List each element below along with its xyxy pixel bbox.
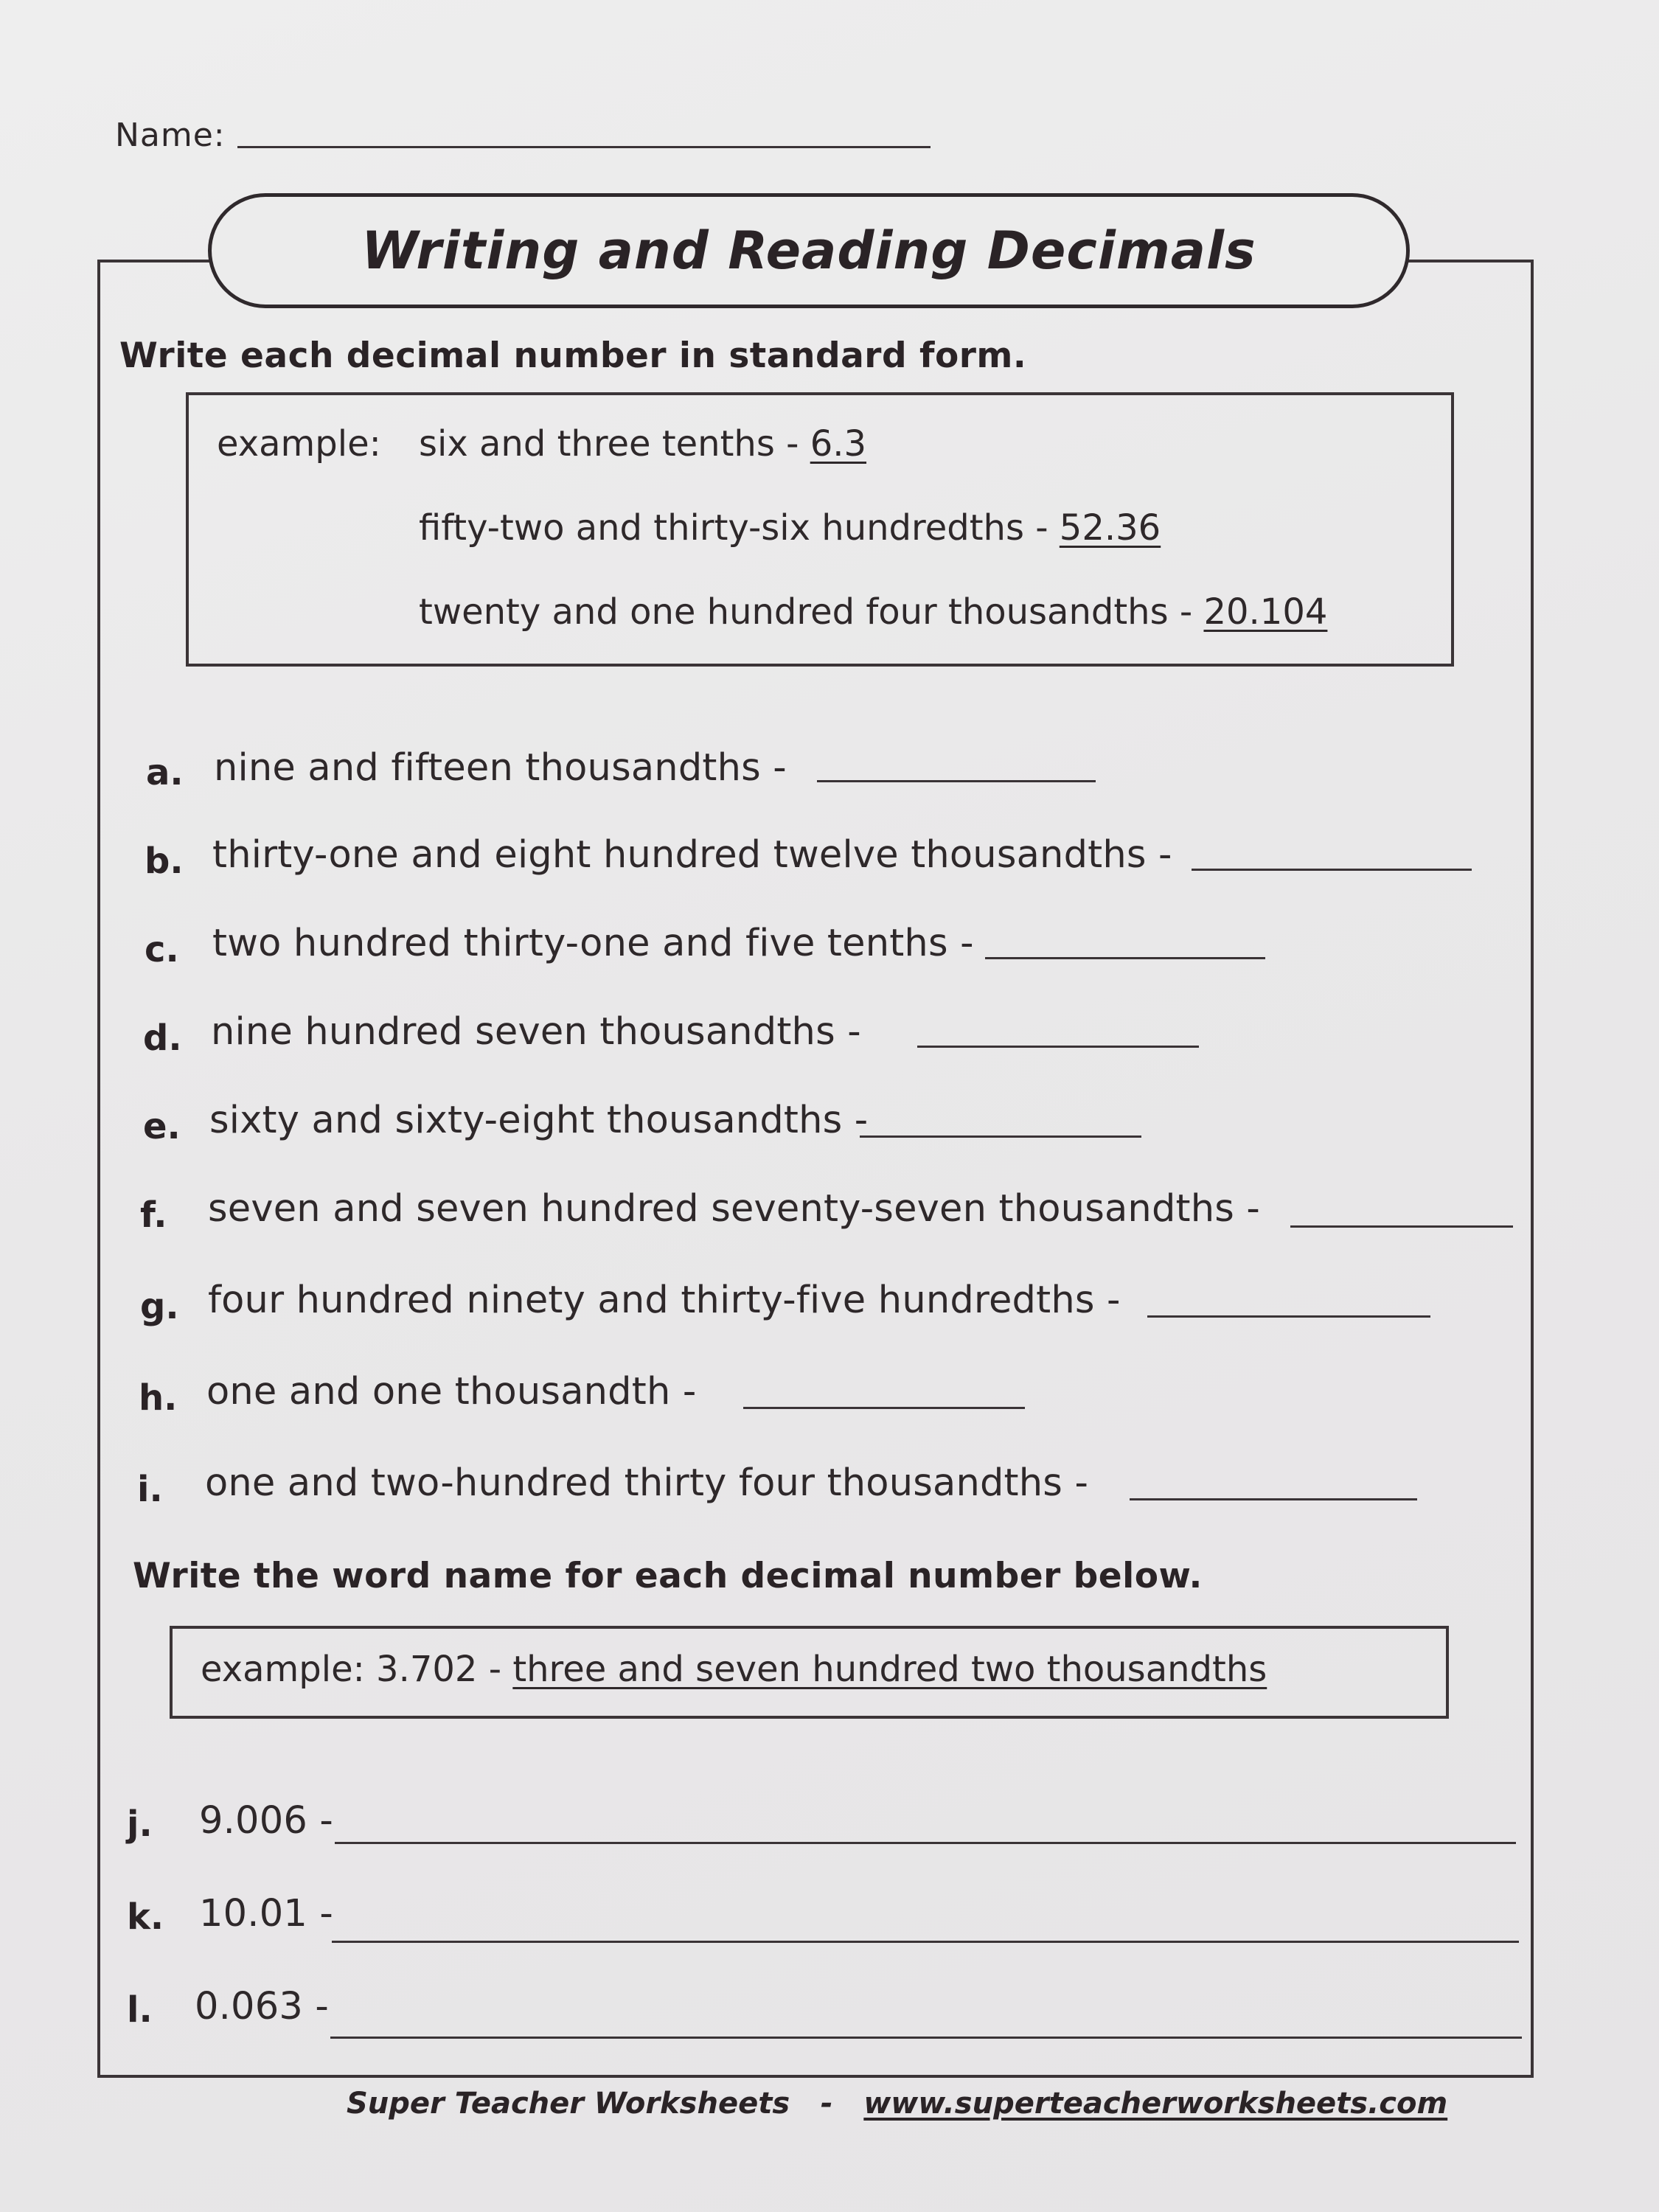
answer-blank-b[interactable]: [1192, 869, 1472, 871]
worksheet-title: Writing and Reading Decimals: [361, 220, 1256, 281]
item-letter: c.: [145, 929, 179, 970]
answer-blank-i[interactable]: [1130, 1498, 1417, 1500]
example-answer: 6.3: [810, 423, 867, 465]
item-text: seven and seven hundred seventy-seven thousandths -: [208, 1187, 1261, 1231]
item-text: nine and fifteen thousandths -: [214, 746, 787, 790]
footer-separator: -: [820, 2087, 833, 2121]
example-label: example:: [201, 1649, 365, 1690]
answer-blank-j[interactable]: [335, 1842, 1516, 1844]
item-letter: h.: [139, 1377, 178, 1419]
footer-brand: Super Teacher Worksheets: [347, 2087, 790, 2121]
section2-heading: Write the word name for each decimal number below.: [133, 1556, 1203, 1596]
example-answer: 52.36: [1059, 507, 1161, 549]
answer-blank-l[interactable]: [330, 2037, 1522, 2039]
example-answer: three and seven hundred two thousandths: [512, 1649, 1267, 1690]
item-letter: d.: [143, 1018, 182, 1059]
answer-blank-e[interactable]: [860, 1135, 1141, 1138]
section1-heading: Write each decimal number in standard form.: [119, 335, 1027, 376]
answer-blank-h[interactable]: [743, 1407, 1025, 1409]
item-letter: k.: [127, 1896, 164, 1938]
section2-example: [201, 1649, 1267, 1690]
item-text: nine hundred seven thousandths -: [211, 1010, 861, 1054]
answer-blank-d[interactable]: [917, 1046, 1199, 1048]
example-words: six and three tenths -: [419, 423, 799, 465]
item-text: two hundred thirty-one and five tenths -: [212, 922, 974, 965]
item-letter: l.: [127, 1989, 153, 2031]
example-number: 3.702 -: [376, 1649, 502, 1690]
section1-example-label: example:: [217, 423, 381, 465]
name-label: Name:: [115, 116, 226, 154]
example-words: fifty-two and thirty-six hundredths -: [419, 507, 1048, 549]
item-text: 10.01 -: [199, 1892, 334, 1935]
title-banner: [208, 193, 1410, 308]
item-text: thirty-one and eight hundred twelve thousandths -: [212, 833, 1172, 877]
footer: [347, 2087, 1447, 2121]
item-text: four hundred ninety and thirty-five hundredths -: [208, 1279, 1121, 1322]
item-letter: j.: [127, 1804, 153, 1845]
item-text: 9.006 -: [199, 1799, 334, 1843]
item-letter: f.: [140, 1194, 167, 1236]
example-line-3: [419, 591, 1327, 633]
item-letter: b.: [145, 841, 184, 882]
example-answer: 20.104: [1203, 591, 1328, 633]
name-field[interactable]: [237, 146, 931, 148]
footer-url[interactable]: www.superteacherworksheets.com: [863, 2087, 1448, 2121]
answer-blank-c[interactable]: [985, 957, 1265, 959]
answer-blank-g[interactable]: [1147, 1315, 1430, 1318]
item-text: 0.063 -: [195, 1985, 330, 2028]
example-line-1: [419, 423, 866, 465]
item-letter: i.: [137, 1469, 163, 1510]
example-words: twenty and one hundred four thousandths -: [419, 591, 1193, 633]
item-letter: a.: [146, 752, 184, 793]
answer-blank-k[interactable]: [332, 1941, 1519, 1943]
answer-blank-a[interactable]: [817, 780, 1096, 782]
item-letter: e.: [143, 1106, 181, 1147]
example-line-2: [419, 507, 1161, 549]
answer-blank-f[interactable]: [1290, 1225, 1513, 1228]
item-text: one and one thousandth -: [206, 1370, 697, 1413]
item-text: one and two-hundred thirty four thousandths -: [205, 1461, 1089, 1505]
item-letter: g.: [140, 1286, 179, 1327]
item-text: sixty and sixty-eight thousandths -: [209, 1099, 869, 1142]
